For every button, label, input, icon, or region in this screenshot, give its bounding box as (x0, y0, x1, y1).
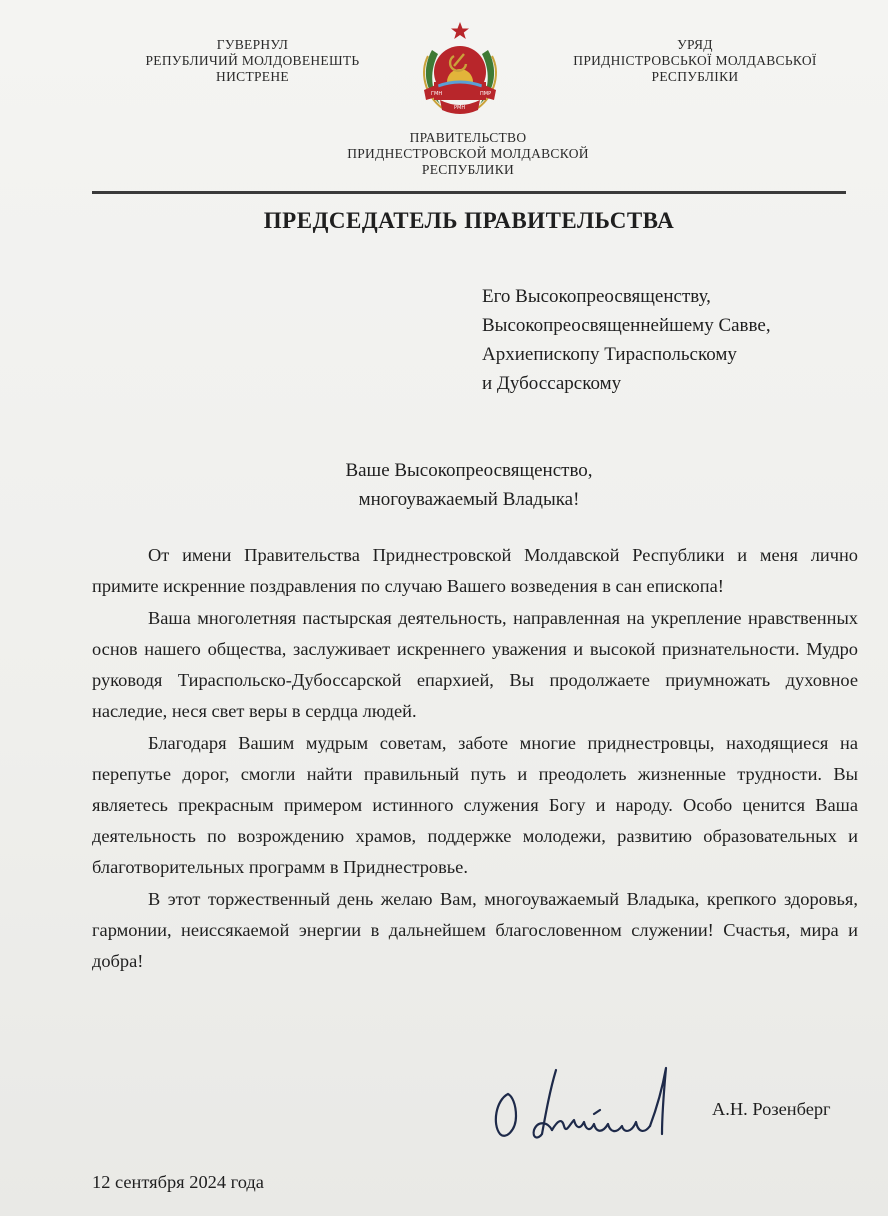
header-moldovan-line: ГУВЕРНУЛ (216, 37, 289, 52)
header-ukrainian-line: ПРИДНІСТРОВСЬКОЇ МОЛДАВСЬКОЇ (573, 53, 817, 68)
handwritten-signature-icon (486, 1060, 696, 1146)
header-ukrainian-line: РЕСПУБЛІКИ (651, 69, 739, 84)
header-moldovan (110, 37, 395, 85)
salutation (92, 456, 846, 514)
header-ukrainian-line: УРЯД (677, 37, 713, 52)
header-ukrainian (540, 37, 850, 85)
body-paragraph: Ваша многолетняя пастырская деятельность, направленная на укрепление нравственных основ нашего общества, заслуживает искреннего уважения и высокой признательности. Мудро руководя Тираспольско-Дубоссарской епархией, Вы продолжаете приумножать духовное наследие, неся свет веры в сердца людей. (92, 608, 858, 721)
recipient-line: Его Высокопреосвященству, (482, 286, 711, 307)
header-russian (300, 130, 636, 178)
salutation-line: многоуважаемый Владыка! (358, 489, 580, 510)
recipient-block (482, 282, 771, 398)
salutation-line: Ваше Высокопреосвященство, (345, 460, 593, 481)
svg-text:ПМР: ПМР (480, 91, 492, 97)
svg-text:ГМН: ГМН (431, 91, 443, 97)
header-divider (92, 191, 846, 194)
document-title: ПРЕДСЕДАТЕЛЬ ПРАВИТЕЛЬСТВА (263, 208, 675, 233)
state-emblem-icon (418, 20, 502, 116)
recipient-line: и Дубоссарскому (482, 373, 622, 394)
recipient-line: Высокопреосвященнейшему Савве, (482, 315, 771, 336)
letter-body (92, 540, 858, 978)
letter-date: 12 сентября 2024 года (92, 1172, 264, 1192)
body-paragraph: В этот торжественный день желаю Вам, многоуважаемый Владыка, крепкого здоровья, гармонии, неиссякаемой энергии в дальнейшем благословенном служении! Счастья, мира и добра! (92, 889, 858, 971)
header-russian-line: РЕСПУБЛИКИ (421, 162, 515, 177)
recipient-line: Архиепископу Тираспольскому (482, 344, 737, 365)
header-moldovan-line: РЕПУБЛИЧИЙ МОЛДОВЕНЕШТЬ (145, 53, 360, 68)
body-paragraph: От имени Правительства Приднестровской Молдавской Республики и меня лично примите искренние поздравления по случаю Вашего возведения в сан епископа! (92, 545, 858, 596)
header-russian-line: ПРАВИТЕЛЬСТВО (409, 130, 527, 145)
body-paragraph: Благодаря Вашим мудрым советам, заботе многие приднестровцы, находящиеся на перепутье дорог, смогли найти правильный путь и преодолеть жизненные трудности. Вы являетесь прекрасным примером истинного служения Богу и народу. Особо ценится Ваша деятельность по возрождению храмов, поддержке молодежи, развитию образовательных и благотворительных программ в Приднестровье. (92, 733, 858, 877)
svg-text:РМН: РМН (454, 105, 466, 111)
signer-name: А.Н. Розенберг (712, 1099, 831, 1119)
header-moldovan-line: НИСТРЕНЕ (216, 69, 289, 84)
header-russian-line: ПРИДНЕСТРОВСКОЙ МОЛДАВСКОЙ (347, 146, 589, 161)
